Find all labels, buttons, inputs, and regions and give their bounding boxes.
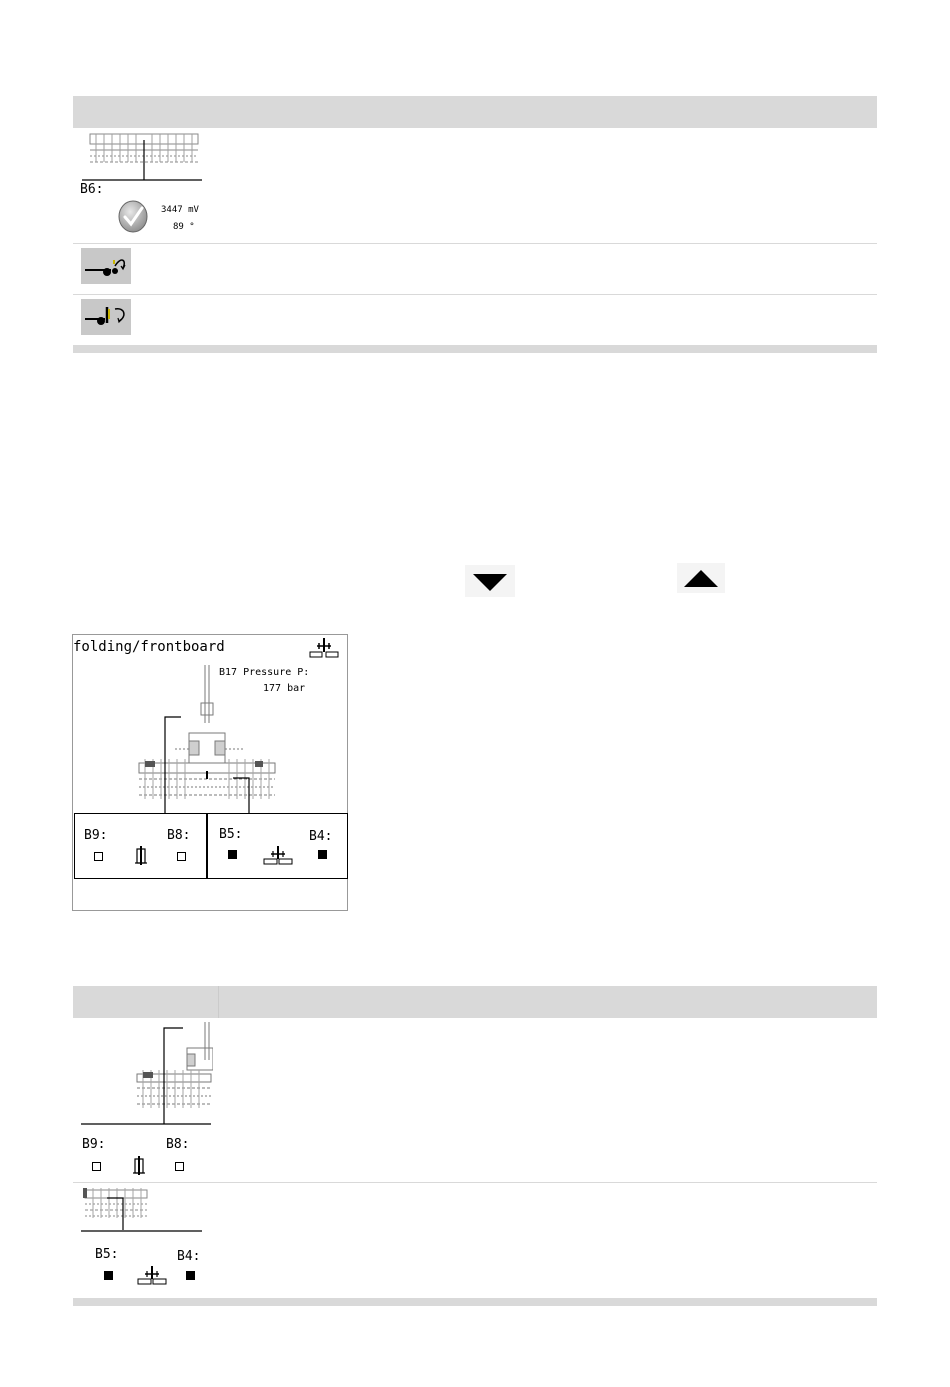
table2-sensor-label-b5: B5: [95, 1247, 119, 1262]
sensor-box-divider [206, 814, 208, 878]
pressure-value: 177 bar [263, 683, 306, 694]
table2-sensor-label-b4: B4: [177, 1249, 201, 1264]
table2-unfolded-section-icon [137, 1266, 167, 1290]
table2-footer [73, 1298, 877, 1306]
sensor-label-b8: B8: [167, 828, 191, 843]
table2-sensor-label-b8: B8: [166, 1137, 190, 1152]
sensor-label-b9: B9: [84, 828, 108, 843]
table2-folded-section-icon [132, 1156, 146, 1180]
voltage-value: 3447 mV [161, 205, 199, 215]
table1-footer [73, 345, 877, 353]
arrow-down-icon [465, 565, 515, 601]
frontboard-machine-image [82, 130, 207, 186]
screen-title: folding/frontboard [73, 639, 225, 655]
unfolded-section-icon [263, 846, 293, 870]
fold-out-icon [81, 299, 131, 335]
table2-sensor-b5-indicator [104, 1271, 113, 1280]
sensor-b4-indicator [318, 850, 327, 859]
sensor-status-box [74, 813, 348, 879]
pressure-label: B17 Pressure P: [219, 667, 310, 678]
check-icon [118, 200, 148, 237]
fold-in-icon [81, 248, 131, 284]
folded-section-icon [134, 846, 148, 870]
table2-sensor-b8-indicator [175, 1162, 184, 1171]
table2-sensor-b9-indicator [92, 1162, 101, 1171]
table1-header [73, 96, 877, 128]
frontboard-unfolded-detail-image [81, 1186, 206, 1238]
sensor-b9-indicator [94, 852, 103, 861]
sensor-b5-indicator [228, 850, 237, 859]
sensor-b8-indicator [177, 852, 186, 861]
table2-sensor-b4-indicator [186, 1271, 195, 1280]
table2-row-divider [73, 1182, 877, 1183]
sensor-label-b4: B4: [309, 829, 333, 844]
table1-row-divider [73, 243, 877, 244]
sensor-label-b5: B5: [219, 827, 243, 842]
table2-sensor-label-b9: B9: [82, 1137, 106, 1152]
terminal-screen [72, 634, 348, 911]
arrow-up-icon [677, 563, 725, 597]
angle-value: 89 ° [173, 222, 195, 232]
table2-header [73, 986, 877, 1018]
frontboard-folded-detail-image [81, 1020, 213, 1132]
sensor-label-b6: B6: [80, 182, 104, 197]
table2-header-column-split [218, 986, 219, 1018]
table1-row-divider [73, 294, 877, 295]
